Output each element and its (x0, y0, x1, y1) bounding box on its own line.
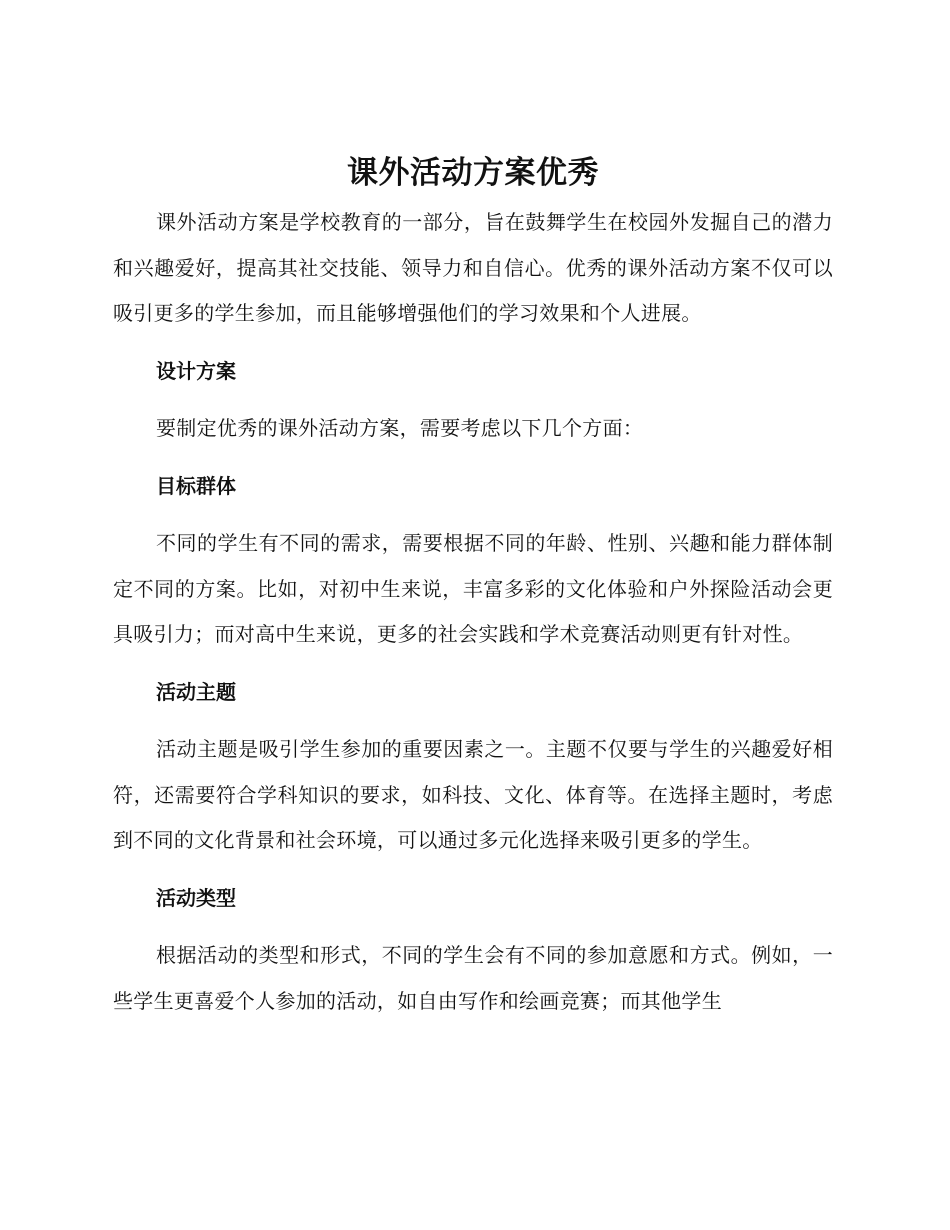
section-heading-theme: 活动主题 (156, 679, 236, 704)
spacer (113, 509, 833, 521)
spacer (113, 715, 833, 727)
section-heading-design: 设计方案 (156, 358, 236, 383)
section-heading-target-group: 目标群体 (156, 473, 236, 498)
intro-paragraph: 课外活动方案是学校教育的一部分，旨在鼓舞学生在校园外发掘自己的潜力和兴趣爱好，提高其社交技能、领导力和自信心。优秀的课外活动方案不仅可以吸引更多的学生参加，而且能够增强他们的学习效果和个人进展。 (113, 210, 833, 325)
section-body-type: 根据活动的类型和形式，不同的学生会有不同的参加意愿和方式。例如，一些学生更喜爱个人参加的活动，如自由写作和绘画竞赛；而其他学生 (113, 943, 833, 1013)
spacer (113, 864, 833, 876)
spacer (113, 394, 833, 406)
spacer (113, 658, 833, 670)
spacer (113, 337, 833, 349)
section-body-theme: 活动主题是吸引学生参加的重要因素之一。主题不仅要与学生的兴趣爱好相符，还需要符合学科知识的要求，如科技、文化、体育等。在选择主题时，考虑到不同的文化背景和社会环境，可以通过多元化选择来吸引更多的学生。 (113, 737, 833, 852)
spacer (113, 452, 833, 464)
document-content (113, 152, 833, 1024)
document-title: 课外活动方案优秀 (347, 155, 599, 191)
section-body-target-group: 不同的学生有不同的需求，需要根据不同的年龄、性别、兴趣和能力群体制定不同的方案。比如，对初中生来说，丰富多彩的文化体验和户外探险活动会更具吸引力；而对高中生来说，更多的社会实践和学术竞赛活动则更有针对性。 (113, 531, 833, 646)
spacer (113, 921, 833, 933)
section-body-design: 要制定优秀的课外活动方案，需要考虑以下几个方面： (156, 416, 644, 440)
section-heading-type: 活动类型 (156, 885, 236, 910)
